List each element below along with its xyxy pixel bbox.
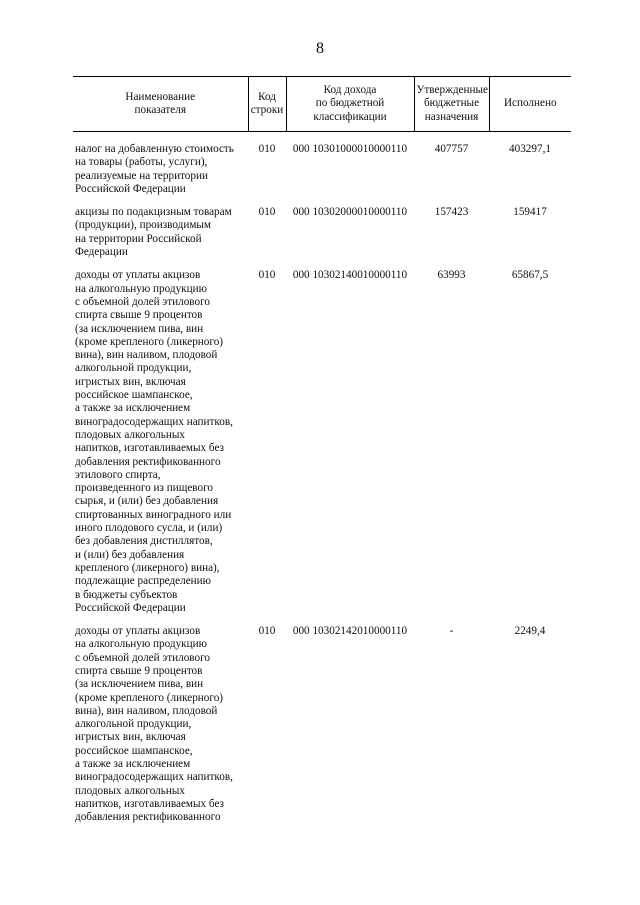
row-name-line: подлежащие распределению: [75, 575, 212, 588]
row-name: [73, 196, 248, 259]
row-done: 2249,4: [514, 625, 546, 638]
header-approved: [414, 77, 489, 132]
row-name-line: и (или) без добавления: [75, 548, 185, 561]
row-name-line: на алкогольную продукцию: [75, 282, 207, 295]
row-name-line: а также за исключением: [75, 758, 191, 771]
row-approved: -: [449, 625, 454, 638]
header-code-line: строки: [250, 104, 284, 116]
row-done: 159417: [513, 206, 547, 219]
row-name-line: иного плодового сусла, и (или): [75, 522, 223, 535]
row-approved: 63993: [437, 269, 466, 282]
row-name-line: (за исключением пива, вин: [75, 322, 204, 335]
row-name-line: российское шампанское,: [75, 389, 193, 402]
row-name-line: этилового спирта,: [75, 468, 161, 481]
header-code: [248, 77, 286, 132]
row-code: 010: [258, 143, 276, 155]
row-approved: 407757: [434, 143, 469, 155]
row-name-line: алкогольной продукции,: [75, 362, 192, 375]
row-name-line: напитков, изготавливаемых без: [75, 797, 224, 810]
row-kbk: 000 10302142010000110: [292, 625, 408, 638]
row-name-line: российское шампанское,: [75, 744, 193, 757]
row-name-line: добавления ректификованного: [75, 455, 221, 468]
row-name-line: акцизы по подакцизным товарам: [75, 206, 232, 219]
row-name-line: доходы от уплаты акцизов: [75, 625, 201, 638]
header-name-line: показателя: [134, 104, 186, 116]
row-name-line: Федерации: [75, 246, 128, 259]
row-name-line: сырья, и (или) без добавления: [75, 495, 219, 508]
table-body: [73, 132, 571, 825]
row-name-line: плодовых алкогольных: [75, 784, 185, 797]
row-name-line: на территории Российской: [75, 232, 202, 245]
row-code: 010: [258, 206, 276, 219]
row-approved: 157423: [434, 206, 469, 219]
header-kbk: [286, 77, 414, 132]
header-kbk-line: по бюджетной: [315, 97, 385, 110]
header-name: [73, 77, 248, 132]
row-name-line: в бюджеты субъектов: [75, 588, 178, 601]
row-name-line: (кроме крепленого (ликерного): [75, 335, 224, 348]
row-name-line: добавления ректификованного: [75, 811, 221, 824]
header-approved-line: бюджетные: [423, 97, 480, 110]
row-kbk: 000 10302000010000110: [292, 206, 408, 219]
row-name-line: Российской Федерации: [75, 601, 186, 614]
row-name-line: спиртованных виноградного или: [75, 508, 232, 521]
row-name-line: виноградосодержащих напитков,: [75, 771, 233, 784]
row-name-line: игристых вин, включая: [75, 375, 186, 388]
row-name-line: вина), вин наливом, плодовой: [75, 704, 218, 717]
row-name-line: с объемной долей этилового: [75, 295, 210, 308]
row-name-line: реализуемые на территории: [75, 169, 208, 182]
row-name-line: а также за исключением: [75, 402, 191, 415]
table-row: [73, 615, 571, 824]
row-name-line: Российской Федерации: [75, 182, 186, 195]
row-name-line: (продукции), производимым: [75, 219, 211, 232]
row-name-line: произведенного из пищевого: [75, 482, 214, 495]
header-approved-line: Утвержденные: [416, 84, 488, 97]
row-name-line: без добавления дистиллятов,: [75, 535, 213, 548]
header-done-line: Исполнено: [503, 97, 557, 110]
row-name-line: на товары (работы, услуги),: [75, 156, 208, 169]
row-name-line: алкогольной продукции,: [75, 718, 192, 731]
header-done: [489, 77, 571, 132]
table-row: [73, 196, 571, 259]
row-name-line: вина), вин наливом, плодовой: [75, 349, 218, 362]
row-name-line: с объемной долей этилового: [75, 651, 210, 664]
table-row: [73, 259, 571, 615]
row-code: 010: [258, 269, 276, 282]
row-name-line: спирта свыше 9 процентов: [75, 309, 203, 322]
row-name-line: виноградосодержащих напитков,: [75, 415, 233, 428]
row-name-line: напитков, изготавливаемых без: [75, 442, 224, 455]
row-name-line: (за исключением пива, вин: [75, 678, 204, 691]
table-row: [73, 132, 571, 197]
header-kbk-line: Код дохода: [323, 84, 377, 97]
row-name-line: налог на добавленную стоимость: [75, 143, 234, 155]
row-name: [73, 132, 248, 197]
header-kbk-line: классификации: [313, 110, 387, 123]
header-name-line: Наименование: [125, 90, 196, 103]
row-name: [73, 615, 248, 824]
budget-income-table: [73, 76, 571, 825]
row-name-line: спирта свыше 9 процентов: [75, 664, 203, 677]
row-kbk: 000 10301000010000110: [292, 143, 408, 155]
row-done: 403297,1: [509, 143, 551, 155]
header-code-line: Код: [258, 90, 276, 103]
header-approved-line: назначения: [424, 110, 479, 123]
row-name-line: доходы от уплаты акцизов: [75, 269, 201, 282]
row-done: 65867,5: [511, 269, 549, 282]
table-header: [73, 77, 571, 132]
row-name-line: игристых вин, включая: [75, 731, 186, 744]
row-name-line: крепленого (ликерного) вина),: [75, 561, 220, 574]
page-number: 8: [316, 40, 324, 57]
row-name-line: (кроме крепленого (ликерного): [75, 691, 224, 704]
row-name-line: плодовых алкогольных: [75, 428, 185, 441]
row-name-line: на алкогольную продукцию: [75, 638, 207, 651]
row-kbk: 000 10302140010000110: [292, 269, 408, 282]
row-name: [73, 259, 248, 615]
row-code: 010: [258, 625, 276, 638]
